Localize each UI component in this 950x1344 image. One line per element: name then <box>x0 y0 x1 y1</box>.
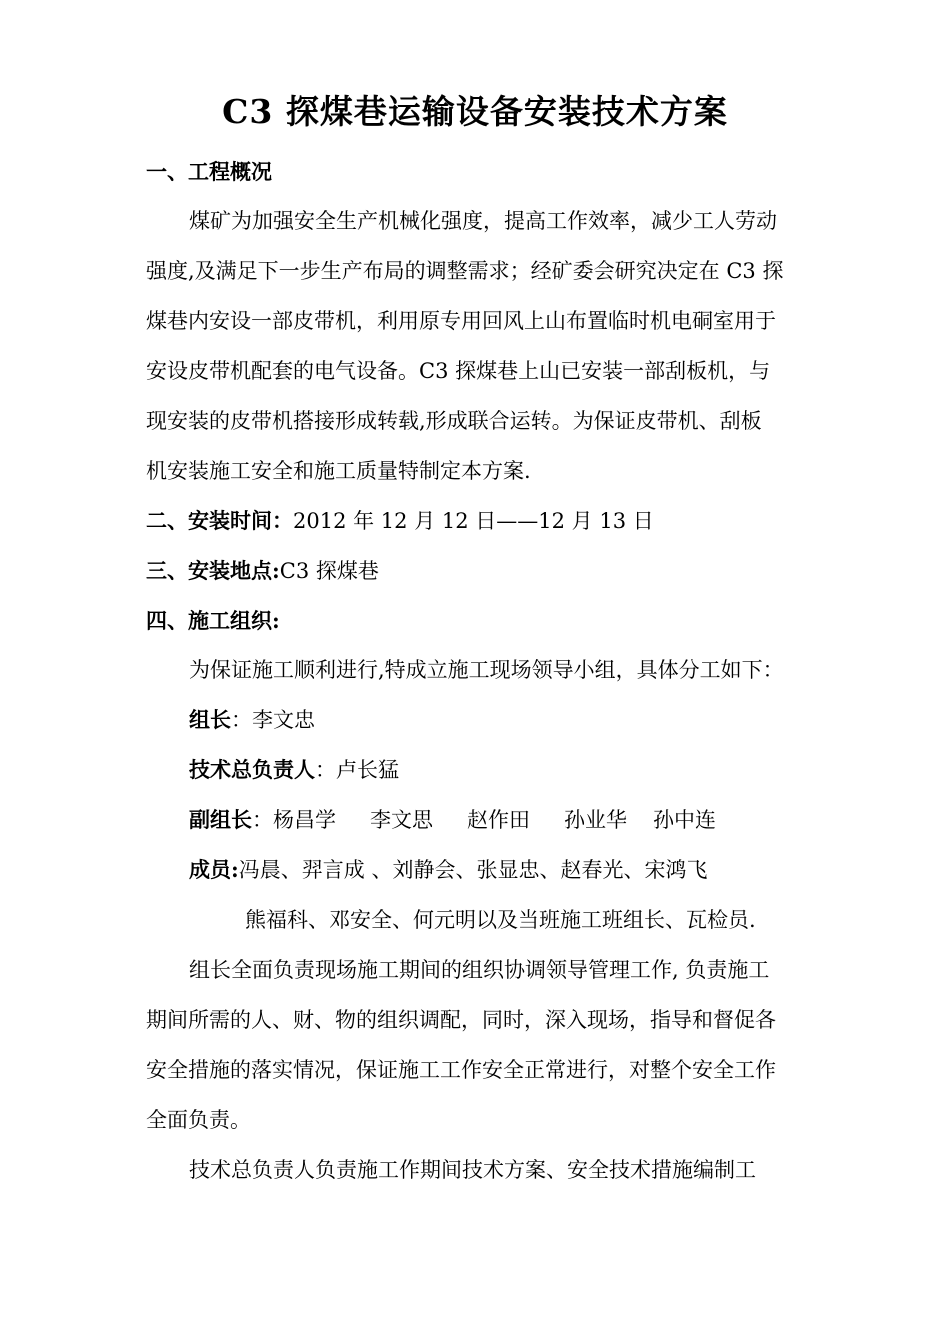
leader-line <box>189 706 315 734</box>
section-2-line <box>146 507 654 535</box>
section-3-label: 三、安装地点: <box>146 558 280 583</box>
section-1-heading: 一、工程概况 <box>146 159 272 184</box>
deputy-name: 孙中连 <box>653 808 716 832</box>
paragraph-line: 煤矿为加强安全生产机械化强度，提高工作效率，减少工人劳动 <box>189 209 777 233</box>
deputy-leaders-line <box>189 806 716 834</box>
paragraph-line: 机安装施工安全和施工质量特制定本方案. <box>146 459 531 483</box>
install-location-value: C3 探煤巷 <box>279 559 379 583</box>
technical-lead-label: 技术总负责人 <box>189 757 315 782</box>
paragraph-line: 期间所需的人、财、物的组织调配，同时，深入现场，指导和督促各 <box>146 1008 776 1032</box>
section-2-label: 二、安装时间： <box>146 508 293 533</box>
paragraph-line: 安设皮带机配套的电气设备。C3 探煤巷上山已安装一部刮板机，与 <box>146 359 771 383</box>
deputy-name: 孙业华 <box>564 808 627 832</box>
install-time-value: 2012 年 12 月 12 日——12 月 13 日 <box>293 509 654 533</box>
deputy-name: 李文思 <box>370 808 433 832</box>
paragraph-line: 全面负责。 <box>146 1108 251 1132</box>
paragraph-line: 强度,及满足下一步生产布局的调整需求；经矿委会研究决定在 C3 探 <box>146 259 784 283</box>
deputy-name: 赵作田 <box>467 808 530 832</box>
deputy-name: 杨昌学 <box>273 808 336 832</box>
members-line-continued: 熊福科、邓安全、何元明以及当班施工班组长、瓦检员. <box>245 908 756 932</box>
section-4-heading: 四、施工组织: <box>146 608 280 633</box>
members-list: 冯晨、羿言成 、刘静会、张显忠、赵春光、宋鸿飞 <box>238 858 708 882</box>
leader-separator: ： <box>231 708 252 732</box>
deputy-leaders-separator: ： <box>252 808 273 832</box>
leader-label: 组长 <box>189 707 231 732</box>
technical-lead-separator: ： <box>315 758 336 782</box>
leader-name: 李文忠 <box>252 708 315 732</box>
paragraph-line: 煤巷内安设一部皮带机，利用原专用回风上山布置临时机电硐室用于 <box>146 309 776 333</box>
paragraph-line: 技术总负责人负责施工作期间技术方案、安全技术措施编制工 <box>189 1158 756 1182</box>
paragraph-line: 组长全面负责现场施工期间的组织协调领导管理工作, 负责施工 <box>189 958 770 982</box>
section-3-line <box>146 557 379 585</box>
members-line <box>189 856 707 884</box>
members-label: 成员: <box>189 857 239 882</box>
technical-lead-line <box>189 756 399 784</box>
technical-lead-name: 卢长猛 <box>336 758 399 782</box>
deputy-leaders-label: 副组长 <box>189 807 252 832</box>
organization-intro: 为保证施工顺利进行,特成立施工现场领导小组，具体分工如下： <box>189 658 784 682</box>
paragraph-line: 现安装的皮带机搭接形成转载,形成联合运转。为保证皮带机、刮板 <box>146 409 762 433</box>
paragraph-line: 安全措施的落实情况，保证施工工作安全正常进行，对整个安全工作 <box>146 1058 776 1082</box>
document-title: C3 探煤巷运输设备安装技术方案 <box>222 92 728 131</box>
